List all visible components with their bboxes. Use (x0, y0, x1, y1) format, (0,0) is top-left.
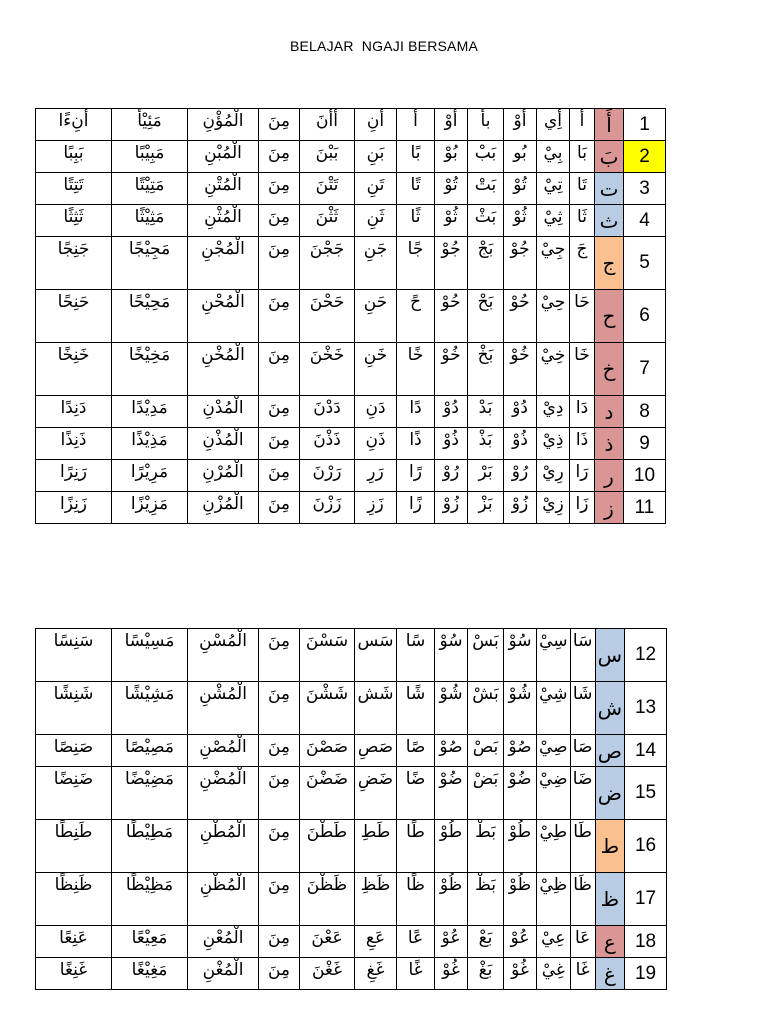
syllable-cell: زَنِزًا (36, 492, 112, 524)
syllable-cell: طَنِطًا (36, 820, 112, 873)
syllable-cell: مَحِيْحًا (112, 290, 188, 343)
syllable-cell: ذَنِ (355, 428, 397, 460)
syllable-cell: مِنَ (259, 682, 300, 735)
syllable-cell: ضَا (570, 767, 595, 820)
syllable-cell: الْمُتْنِ (188, 173, 259, 205)
syllable-cell: ثِيْ (537, 205, 570, 237)
syllable-cell: خَا (570, 343, 595, 396)
syllable-cell: أَنِ (355, 109, 397, 141)
syllable-cell: الْمُزْنِ (188, 492, 259, 524)
syllable-cell: مِنَ (259, 820, 300, 873)
syllable-cell: بَتْ (468, 173, 504, 205)
syllable-cell: صًا (397, 735, 435, 767)
syllable-cell: مِنَ (259, 343, 300, 396)
letter-cell: ر (595, 460, 624, 492)
syllable-cell: بَبِبًا (36, 141, 112, 173)
syllable-cell: بِيْ (537, 141, 570, 173)
syllable-cell: دَنِ (355, 396, 397, 428)
table-row (36, 141, 666, 173)
syllable-cell: صَا (570, 735, 595, 767)
syllable-cell: رَرْنَ (300, 460, 355, 492)
syllable-cell: دَا (570, 396, 595, 428)
syllable-cell: مَبِيْبًا (112, 141, 188, 173)
syllable-cell: مِنَ (259, 460, 300, 492)
syllable-cell: مِنَ (259, 629, 300, 682)
row-number: 17 (625, 873, 667, 926)
syllable-cell: غَغِ (355, 958, 397, 990)
syllable-cell: رًا (397, 460, 435, 492)
syllable-cell: صُوْ (504, 735, 537, 767)
syllable-cell: مَذِيْذًا (112, 428, 188, 460)
table-row (36, 958, 667, 990)
syllable-cell: مَغِيْغًا (112, 958, 188, 990)
syllable-cell: مِنَ (259, 396, 300, 428)
syllable-cell: زُوْ (435, 492, 468, 524)
syllable-cell: الْمُضْنِ (188, 767, 259, 820)
row-number: 6 (624, 290, 666, 343)
syllable-cell: ثَا (570, 205, 595, 237)
syllable-cell: الْمُغْنِ (188, 958, 259, 990)
syllable-cell: بَرْ (468, 460, 504, 492)
syllable-cell: تُوْ (435, 173, 468, 205)
syllable-cell: بَبْنَ (300, 141, 355, 173)
syllable-cell: بَظْ (468, 873, 504, 926)
letter-cell: ذ (595, 428, 624, 460)
syllable-cell: عَا (570, 926, 595, 958)
syllable-cell: طَطِ (355, 820, 397, 873)
letter-cell: ش (595, 682, 624, 735)
syllable-cell: شًا (397, 682, 435, 735)
syllable-cell: الْمُبْنِ (188, 141, 259, 173)
syllable-cell: ثَثِثًا (36, 205, 112, 237)
syllable-cell: الْمُصْنِ (188, 735, 259, 767)
syllable-cell: بُو (504, 141, 537, 173)
row-number: 15 (625, 767, 667, 820)
syllable-cell: ضَضْنَ (300, 767, 355, 820)
syllable-cell: مَخِيْخًا (112, 343, 188, 396)
syllable-cell: زَزِ (355, 492, 397, 524)
syllable-cell: حِيْ (537, 290, 570, 343)
letter-cell: غ (595, 958, 624, 990)
syllable-cell: رُوْ (504, 460, 537, 492)
syllable-cell: حُوْ (504, 290, 537, 343)
syllable-cell: أُوْ (504, 109, 537, 141)
row-number: 3 (624, 173, 666, 205)
syllable-cell: ذَذْنَ (300, 428, 355, 460)
table-row (36, 109, 666, 141)
syllable-cell: ثًا (397, 205, 435, 237)
table-row (36, 460, 666, 492)
letter-cell: أَ (595, 109, 624, 141)
syllable-cell: مِنَ (259, 492, 300, 524)
syllable-cell: بأْ (468, 109, 504, 141)
table-row (36, 396, 666, 428)
syllable-cell: مَضِيْضًا (112, 767, 188, 820)
syllable-cell: سَا (570, 629, 595, 682)
syllable-cell: خَخْنَ (300, 343, 355, 396)
letter-cell: ص (595, 735, 624, 767)
syllable-cell: شُوْ (504, 682, 537, 735)
table-row (36, 290, 666, 343)
syllable-cell: أِي (537, 109, 570, 141)
row-number: 10 (624, 460, 666, 492)
row-number: 16 (625, 820, 667, 873)
row-number: 8 (624, 396, 666, 428)
syllable-cell: صَنِصًا (36, 735, 112, 767)
syllable-cell: تَنِ (355, 173, 397, 205)
syllable-cell: بَبْ (468, 141, 504, 173)
syllable-cell: مِنَ (259, 873, 300, 926)
syllable-cell: مِنَ (259, 428, 300, 460)
syllable-cell: بَخْ (468, 343, 504, 396)
letter-cell: ز (595, 492, 624, 524)
syllable-cell: خًا (397, 343, 435, 396)
syllable-cell: ظُوْ (435, 873, 468, 926)
syllable-cell: مَرِيْرًا (112, 460, 188, 492)
syllable-cell: مِنَ (259, 767, 300, 820)
syllable-cell: زُوْ (504, 492, 537, 524)
syllable-cell: صِيْ (537, 735, 571, 767)
letter-cell: ح (595, 290, 624, 343)
syllable-cell: أَ (570, 109, 595, 141)
letter-cell: س (595, 629, 624, 682)
syllable-cell: ضَنِضًا (36, 767, 112, 820)
syllable-cell: طُوْ (435, 820, 468, 873)
syllable-cell: أَنِءًا (36, 109, 112, 141)
syllable-cell: بَضْ (468, 767, 504, 820)
letter-cell: بَ (595, 141, 624, 173)
row-number: 4 (624, 205, 666, 237)
syllable-cell: بَجْ (468, 237, 504, 290)
letter-cell: د (595, 396, 624, 428)
syllable-cell: غُوْ (504, 958, 537, 990)
syllable-cell: حَا (570, 290, 595, 343)
syllable-cell: زِيْ (537, 492, 570, 524)
syllable-cell: سِيْ (537, 629, 571, 682)
letter-cell: ض (595, 767, 624, 820)
syllable-cell: ضُوْ (504, 767, 537, 820)
syllable-cell: ذَا (570, 428, 595, 460)
letter-cell: ج (595, 237, 624, 290)
syllable-cell: بَا (570, 141, 595, 173)
syllable-cell: ظَظِ (355, 873, 397, 926)
syllable-cell: بَزْ (468, 492, 504, 524)
syllable-cell: ظًا (397, 873, 435, 926)
syllable-cell: ثُوْ (504, 205, 537, 237)
syllable-cell: مَجِيْجًا (112, 237, 188, 290)
syllable-cell: عَنِعًا (36, 926, 112, 958)
syllable-cell: عِيْ (537, 926, 571, 958)
syllable-cell: بَشْ (468, 682, 504, 735)
table-row (36, 926, 667, 958)
syllable-cell: تًا (397, 173, 435, 205)
letter-cell: ظ (595, 873, 624, 926)
syllable-cell: جَ (570, 237, 595, 290)
syllable-cell: مِنَ (259, 237, 300, 290)
syllable-cell: رُوْ (435, 460, 468, 492)
syllable-cell: رِيْ (537, 460, 570, 492)
syllable-cell: مِنَ (259, 958, 300, 990)
table-row (36, 237, 666, 290)
syllable-cell: مِنَ (259, 109, 300, 141)
table-row (36, 873, 667, 926)
syllable-cell: شَش (355, 682, 397, 735)
letter-cell: ت (595, 173, 624, 205)
syllable-cell: مِنَ (259, 173, 300, 205)
row-number: 1 (624, 109, 666, 141)
syllable-cell: رَرِ (355, 460, 397, 492)
letter-cell: ث (595, 205, 624, 237)
syllable-cell: دُوْ (435, 396, 468, 428)
syllable-cell: سَسْنَ (300, 629, 355, 682)
syllable-cell: ذَنِذًا (36, 428, 112, 460)
syllable-cell: بَعْ (468, 926, 504, 958)
table-row (36, 735, 667, 767)
syllable-cell: بَسْ (468, 629, 504, 682)
table-row (36, 820, 667, 873)
syllable-cell: تَتْنَ (300, 173, 355, 205)
syllable-cell: غَا (570, 958, 595, 990)
syllable-cell: جَنِجًا (36, 237, 112, 290)
syllable-cell: الْمُثْنِ (188, 205, 259, 237)
syllable-cell: حَحْنَ (300, 290, 355, 343)
syllable-cell: ثَثْنَ (300, 205, 355, 237)
syllable-cell: زَزْنَ (300, 492, 355, 524)
syllable-cell: عًا (397, 926, 435, 958)
syllable-cell: مَسِيْسًا (112, 629, 188, 682)
syllable-cell: جًا (397, 237, 435, 290)
syllable-cell: شِيْ (537, 682, 571, 735)
syllable-cell: مَزِيْزًا (112, 492, 188, 524)
syllable-cell: مَثِيْثًا (112, 205, 188, 237)
syllable-cell: أً (397, 109, 435, 141)
syllable-cell: سُوْ (504, 629, 537, 682)
syllable-cell: عَعْنَ (300, 926, 355, 958)
syllable-cell: الْمُرْنِ (188, 460, 259, 492)
syllable-cell: مِنَ (259, 926, 300, 958)
syllable-cell: دِيْ (537, 396, 570, 428)
syllable-cell: حً (397, 290, 435, 343)
syllable-cell: شَشْنَ (300, 682, 355, 735)
syllable-cell: مِنَ (259, 141, 300, 173)
syllable-cell: الْمُؤْنِ (188, 109, 259, 141)
syllable-cell: تَتِتًا (36, 173, 112, 205)
table-row (36, 343, 666, 396)
syllable-cell: خُوْ (435, 343, 468, 396)
syllable-cell: خُوْ (504, 343, 537, 396)
syllable-cell: الْمُشْنِ (188, 682, 259, 735)
letter-cell: خ (595, 343, 624, 396)
syllable-cell: جُوْ (504, 237, 537, 290)
syllable-cell: شَا (570, 682, 595, 735)
syllable-cell: طَا (570, 820, 595, 873)
syllable-cell: الْمُعْنِ (188, 926, 259, 958)
syllable-cell: سَس (355, 629, 397, 682)
row-number: 11 (624, 492, 666, 524)
syllable-cell: بَدْ (468, 396, 504, 428)
row-number: 9 (624, 428, 666, 460)
row-number: 12 (625, 629, 667, 682)
syllable-cell: دَنِدًا (36, 396, 112, 428)
syllable-cell: مَتِيْتًا (112, 173, 188, 205)
syllable-cell: غَنِغًا (36, 958, 112, 990)
syllable-cell: حُوْ (435, 290, 468, 343)
syllable-cell: الْمُخْنِ (188, 343, 259, 396)
syllable-cell: الْمُدْنِ (188, 396, 259, 428)
syllable-cell: ضًا (397, 767, 435, 820)
table-row (36, 428, 666, 460)
syllable-cell: ضِيْ (537, 767, 571, 820)
syllable-cell: ضُوْ (435, 767, 468, 820)
hijaiyah-table-1 (35, 108, 666, 524)
syllable-cell: بَثْ (468, 205, 504, 237)
syllable-cell: مَظِيْظًا (112, 873, 188, 926)
syllable-cell: دًا (397, 396, 435, 428)
syllable-cell: جِيْ (537, 237, 570, 290)
syllable-cell: بُوْ (435, 141, 468, 173)
syllable-cell: عُوْ (435, 926, 468, 958)
syllable-cell: الْمُحْنِ (188, 290, 259, 343)
syllable-cell: جُوْ (435, 237, 468, 290)
syllable-cell: مَصِيْصًا (112, 735, 188, 767)
syllable-cell: ذِيْ (537, 428, 570, 460)
syllable-cell: دَدْنَ (300, 396, 355, 428)
syllable-cell: ظُوْ (504, 873, 537, 926)
syllable-cell: غَغْنَ (300, 958, 355, 990)
syllable-cell: ثَنِ (355, 205, 397, 237)
syllable-cell: سًا (397, 629, 435, 682)
syllable-cell: مِنَ (259, 735, 300, 767)
syllable-cell: تِيْ (537, 173, 570, 205)
syllable-cell: مَدِيْدًا (112, 396, 188, 428)
syllable-cell: مِنَ (259, 205, 300, 237)
syllable-cell: عَعِ (355, 926, 397, 958)
table-row (36, 205, 666, 237)
table-row (36, 682, 667, 735)
syllable-cell: بًا (397, 141, 435, 173)
syllable-cell: عُوْ (504, 926, 537, 958)
syllable-cell: أُوْ (435, 109, 468, 141)
syllable-cell: ذًا (397, 428, 435, 460)
hijaiyah-table-2 (35, 628, 667, 990)
syllable-cell: خَنِخًا (36, 343, 112, 396)
syllable-cell: غِيْ (537, 958, 571, 990)
syllable-cell: بَنِ (355, 141, 397, 173)
syllable-cell: الْمُسْنِ (188, 629, 259, 682)
table-row (36, 767, 667, 820)
syllable-cell: ثُوْ (435, 205, 468, 237)
syllable-cell: جَنِ (355, 237, 397, 290)
syllable-cell: حَنِ (355, 290, 397, 343)
syllable-cell: مَشِيْشًا (112, 682, 188, 735)
syllable-cell: بَحْ (468, 290, 504, 343)
syllable-cell: رَنِرًا (36, 460, 112, 492)
syllable-cell: زًا (397, 492, 435, 524)
syllable-cell: مَطِيْطًا (112, 820, 188, 873)
row-number: 13 (625, 682, 667, 735)
syllable-cell: تَا (570, 173, 595, 205)
syllable-cell: ظَنِظًا (36, 873, 112, 926)
syllable-cell: طًا (397, 820, 435, 873)
table-row (36, 173, 666, 205)
syllable-cell: خِيْ (537, 343, 570, 396)
syllable-cell: مِنَ (259, 290, 300, 343)
row-number: 5 (624, 237, 666, 290)
syllable-cell: تُوْ (504, 173, 537, 205)
syllable-cell: صُوْ (435, 735, 468, 767)
syllable-cell: رَا (570, 460, 595, 492)
row-number: 18 (625, 926, 667, 958)
syllable-cell: طَطْنَ (300, 820, 355, 873)
syllable-cell: خَنِ (355, 343, 397, 396)
syllable-cell: زَا (570, 492, 595, 524)
syllable-cell: مَعِيْعًا (112, 926, 188, 958)
table-row (36, 492, 666, 524)
syllable-cell: شَنِشًا (36, 682, 112, 735)
syllable-cell: بَصْ (468, 735, 504, 767)
syllable-cell: بَطْ (468, 820, 504, 873)
row-number: 2 (624, 141, 666, 173)
syllable-cell: مَئِيْأً (112, 109, 188, 141)
syllable-cell: بَغْ (468, 958, 504, 990)
syllable-cell: سَنِسًا (36, 629, 112, 682)
page-title: BELAJAR NGAJI BERSAMA (289, 38, 478, 54)
row-number: 14 (625, 735, 667, 767)
syllable-cell: ضَضِ (355, 767, 397, 820)
letter-cell: ط (595, 820, 624, 873)
syllable-cell: بَذْ (468, 428, 504, 460)
syllable-cell: صَصْنَ (300, 735, 355, 767)
syllable-cell: الْمُطْنِ (188, 820, 259, 873)
syllable-cell: غُوْ (435, 958, 468, 990)
syllable-cell: الْمُجْنِ (188, 237, 259, 290)
syllable-cell: صَصِ (355, 735, 397, 767)
syllable-cell: ظِيْ (537, 873, 571, 926)
syllable-cell: الْمُذْنِ (188, 428, 259, 460)
table-row (36, 629, 667, 682)
syllable-cell: أَأْنَ (300, 109, 355, 141)
syllable-cell: طِيْ (537, 820, 571, 873)
syllable-cell: دُوْ (504, 396, 537, 428)
syllable-cell: ذُوْ (435, 428, 468, 460)
syllable-cell: الْمُظْنِ (188, 873, 259, 926)
syllable-cell: جَجْنَ (300, 237, 355, 290)
syllable-cell: ظَا (570, 873, 595, 926)
syllable-cell: غًا (397, 958, 435, 990)
syllable-cell: ظَظْنَ (300, 873, 355, 926)
syllable-cell: حَنِحًا (36, 290, 112, 343)
syllable-cell: ذُوْ (504, 428, 537, 460)
row-number: 7 (624, 343, 666, 396)
row-number: 19 (625, 958, 667, 990)
syllable-cell: شُوْ (435, 682, 468, 735)
syllable-cell: طُوْ (504, 820, 537, 873)
letter-cell: ع (595, 926, 624, 958)
syllable-cell: سُوْ (435, 629, 468, 682)
